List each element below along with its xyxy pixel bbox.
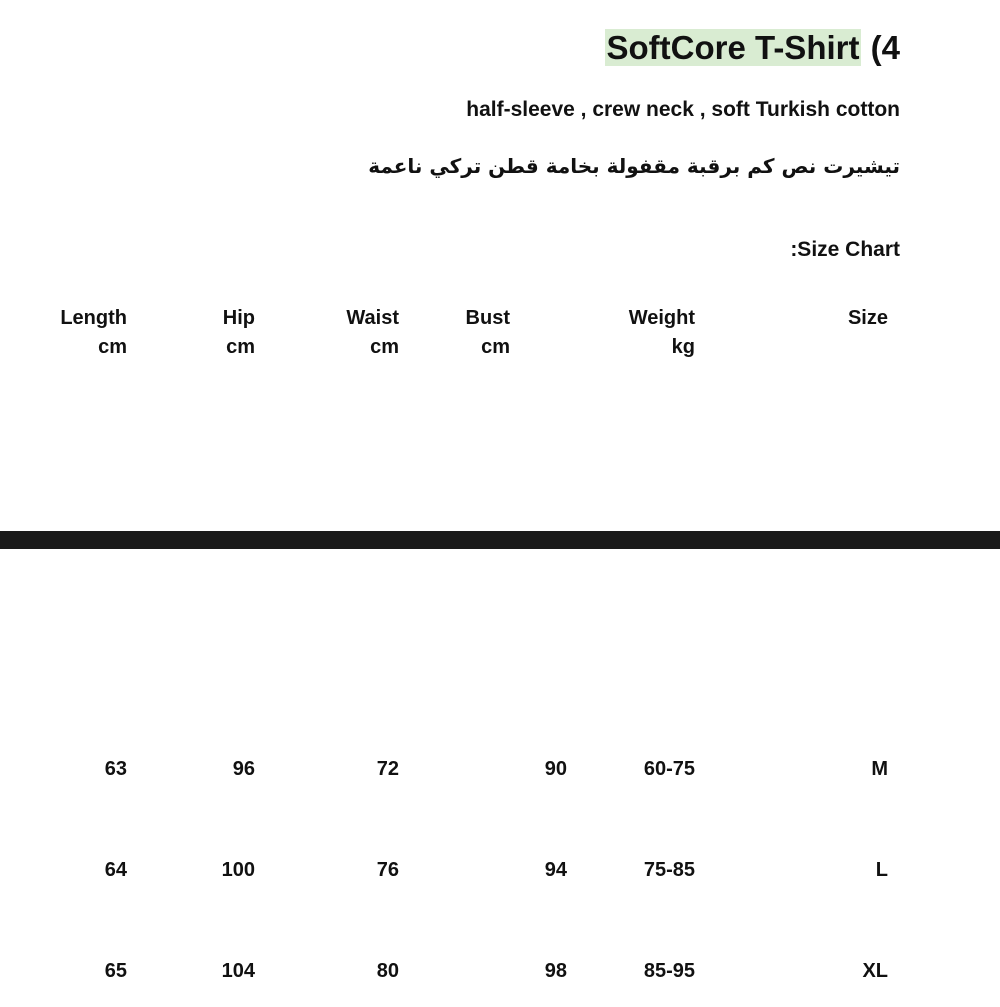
product-description-english: half-sleeve , crew neck , soft Turkish cotton	[466, 98, 900, 121]
size-chart-heading: :Size Chart	[790, 238, 900, 261]
column-header-label: Hip	[222, 307, 255, 329]
column-header-unit: cm	[98, 336, 127, 358]
product-description-arabic: تيشيرت نص كم برقبة مقفولة بخامة قطن تركي ناعمة	[368, 154, 900, 178]
column-header-bust	[466, 304, 510, 362]
cell-weight: 75-85	[643, 859, 695, 881]
cell-size: L	[875, 859, 888, 881]
column-header-label: Length	[60, 307, 127, 329]
cell-length: 64	[104, 859, 127, 881]
cell-waist: 80	[376, 960, 399, 982]
cell-waist: 76	[376, 859, 399, 881]
column-header-unit: cm	[226, 336, 255, 358]
cell-size: XL	[862, 960, 888, 982]
column-header-label: Weight	[628, 307, 695, 329]
title-suffix: (4	[861, 29, 900, 66]
cell-length: 63	[104, 758, 127, 780]
column-header-unit: cm	[481, 336, 510, 358]
page-title	[605, 26, 900, 70]
column-header-size	[848, 304, 888, 333]
cell-weight: 60-75	[643, 758, 695, 780]
column-header-unit: cm	[370, 336, 399, 358]
cell-length: 65	[104, 960, 127, 982]
cell-bust: 94	[544, 859, 567, 881]
column-header-label: Size	[847, 307, 888, 329]
cell-bust: 90	[544, 758, 567, 780]
column-header-length	[60, 304, 127, 362]
divider-bar	[0, 531, 1000, 549]
column-header-waist	[346, 304, 399, 362]
cell-waist: 72	[376, 758, 399, 780]
cell-weight: 85-95	[643, 960, 695, 982]
cell-bust: 98	[544, 960, 567, 982]
column-header-unit: kg	[671, 336, 695, 358]
column-header-label: Bust	[465, 307, 510, 329]
cell-hip: 100	[221, 859, 255, 881]
cell-hip: 96	[232, 758, 255, 780]
column-header-label: Waist	[346, 307, 399, 329]
cell-size: M	[871, 758, 888, 780]
column-header-weight	[629, 304, 695, 362]
column-header-hip	[223, 304, 255, 362]
title-highlighted-text: SoftCore T-Shirt	[606, 29, 860, 66]
cell-hip: 104	[221, 960, 255, 982]
